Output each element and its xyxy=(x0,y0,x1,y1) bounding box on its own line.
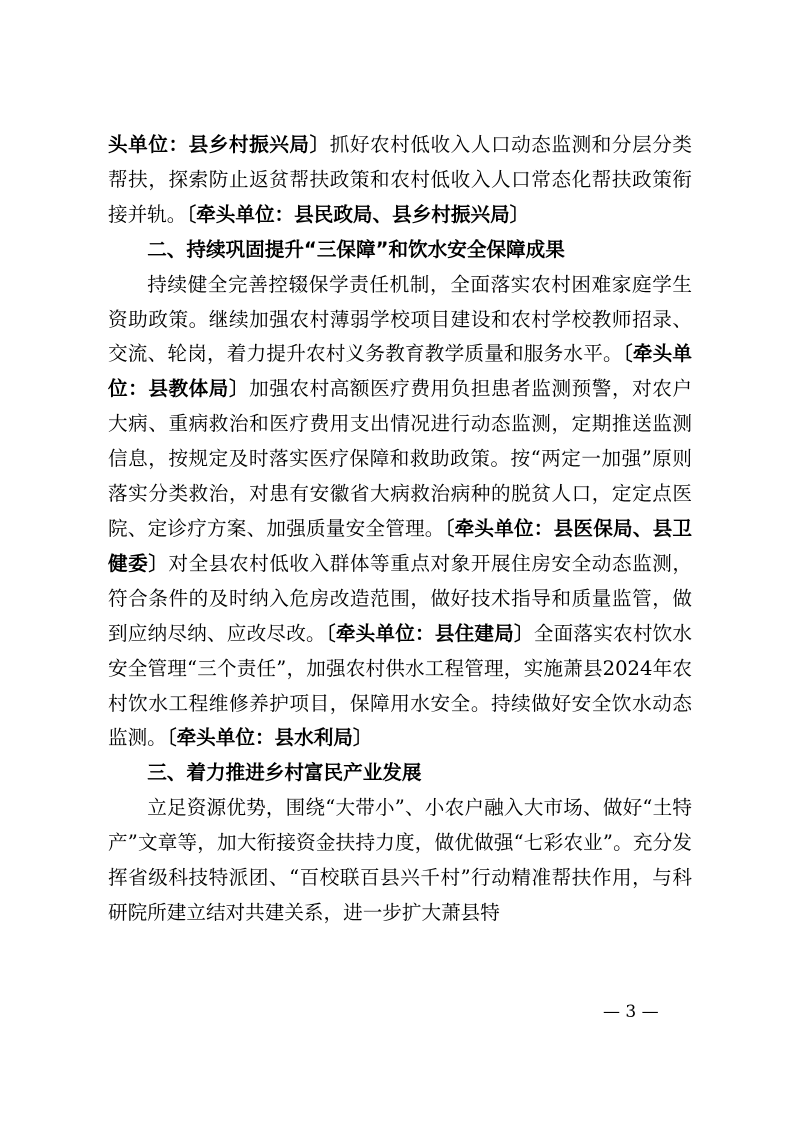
paragraph-continuation xyxy=(108,128,692,233)
paragraph-text: 抓好农村低收入人口动态监测和分层分类帮扶，探索防止返贫帮扶政策和农村低收入人口常态化帮扶政策衔接并轨。 xyxy=(108,133,693,226)
lead-unit-label: 头单位：县乡村振兴局〕 xyxy=(108,133,330,156)
lead-unit-label: 〔牵头单位：县水利局〕 xyxy=(166,726,373,750)
section-heading-3: 三、着力推进乡村富民产业发展 xyxy=(147,761,422,785)
lead-unit-label: 〔牵头单位：县教体局〕 xyxy=(108,342,693,401)
lead-unit-label: 〔牵头单位：县医保局、县卫健委〕 xyxy=(108,516,693,575)
paragraph-section-3: 立足资源优势，围绕“大带小”、小农户融入大市场、做好“土特产”文章等，加大衔接资金扶持力度，做优做强“七彩农业”。充分发挥省级科技特派团、“百校联百县兴千村”行动精准帮扶作用，与科研院所建立结对共建关系，进一步扩大萧县特 xyxy=(108,796,692,924)
paragraph-text: 对全县农村低收入群体等重点对象开展住房安全动态监测，符合条件的及时纳入危房改造范围，做好技术指导和质量监管，做到应纳尽纳、应改尽改。 xyxy=(108,551,693,645)
paragraph-text: 加强农村高额医疗费用负担患者监测预警，对农户大病、重病救治和医疗费用支出情况进行动态监测，定期推送监测信息，按规定及时落实医疗保障和救助政策。按“两定一加强”原则落实分类救治，对患有安徽省大病救治病种的脱贫人口，定定点医院、定诊疗方案、加强质量安全管理。 xyxy=(108,377,693,540)
paragraph-section-2 xyxy=(108,268,692,757)
paragraph-text: 持续健全完善控辍保学责任机制，全面落实农村困难家庭学生资助政策。继续加强农村薄弱学校项目建设和农村学校教师招录、交流、轮岗，着力提升农村义务教育教学质量和服务水平。 xyxy=(108,272,692,366)
paragraph-text: 全面落实农村饮水安全管理“三个责任”，加强农村供水工程管理，实施萧县2024年农村饮水工程维修养护项目，保障用水安全。持续做好安全饮水动态监测。 xyxy=(108,621,693,750)
lead-unit-label: 〔牵头单位：县民政局、县乡村振兴局〕 xyxy=(186,202,530,226)
document-body xyxy=(108,128,692,931)
page-number: — 3 — xyxy=(603,1002,659,1022)
lead-unit-label: 〔牵头单位：县住建局〕 xyxy=(325,621,534,645)
section-heading-2: 二、持续巩固提升“三保障”和饮水安全保障成果 xyxy=(147,237,565,261)
